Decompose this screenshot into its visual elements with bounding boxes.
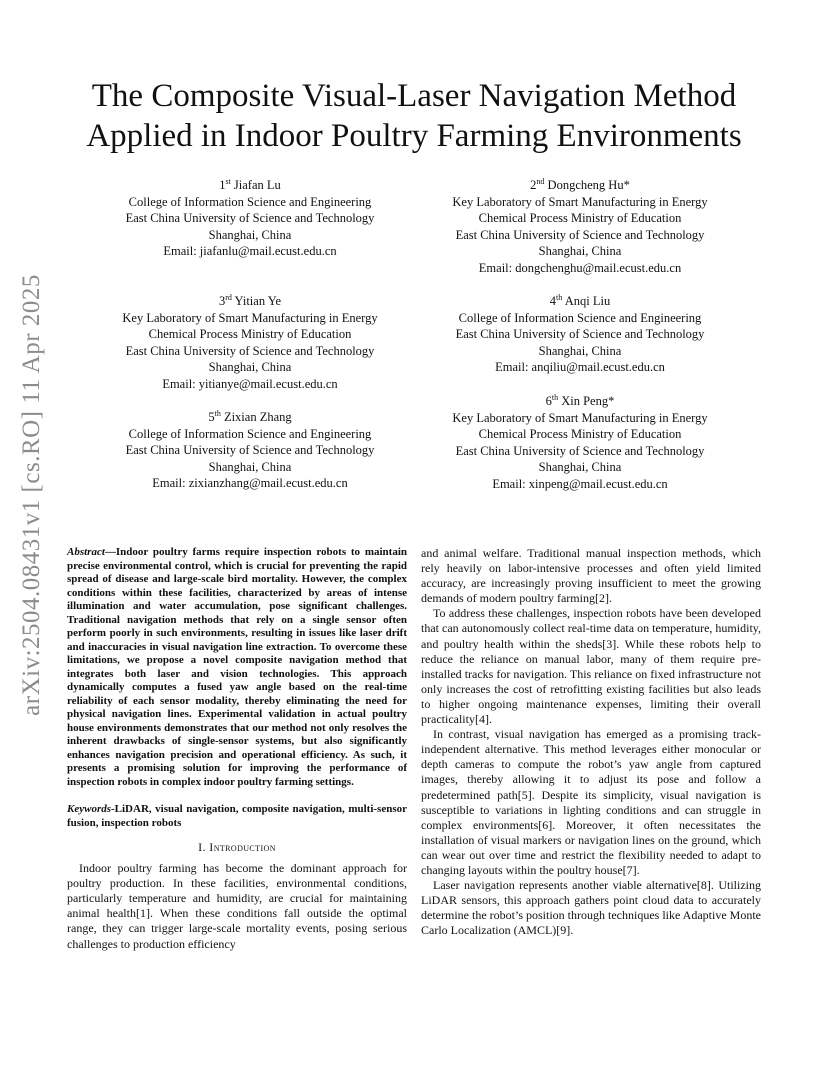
abstract-text: —Indoor poultry farms require inspection robots to maintain precise environmental control, which is crucial for preventing the rapid spread of disease and large-scale bird mortality. However, the complex conditions within these facilities, characterized by areas of intense illumination and water accumulation, pose significant challenges. Traditional navigation methods that rely on a single sensor often perform poorly in such environments, resulting in issues like laser drift and inaccuracies in visual navigation line extraction. To overcome these limitations, we propose a novel composite navigation method that integrates both laser and vision technologies. This approach dynamically computes a fused yaw angle based on the real-time reliability of each sensor modality, thereby eliminating the need for physical navigation lines. Experimental validation in actual poultry house environments demonstrates that our method not only resolves the inherent drawbacks of single-sensor systems, but also significantly enhances navigation precision and operational efficiency. As such, it presents a promising solution for improving the performance of inspection robots in complex indoor poultry farming settings. <box>67 546 407 788</box>
author-location: Shanghai, China <box>208 227 292 242</box>
author-name: 1st Jiafan Lu <box>219 177 281 193</box>
author-block-1 <box>90 174 410 260</box>
author-location: Shanghai, China <box>208 459 292 474</box>
keywords-label: Keywords <box>67 803 111 815</box>
author-affiliation: Key Laboratory of Smart Manufacturing in Energy <box>452 410 708 425</box>
section-heading-introduction: I. Introduction <box>198 840 276 854</box>
author-block-4 <box>420 290 740 376</box>
abstract <box>67 546 407 789</box>
author-name: 2nd Dongcheng Hu* <box>530 177 630 193</box>
author-name: 3rd Yitian Ye <box>218 293 282 309</box>
author-location: Shanghai, China <box>208 360 292 375</box>
author-email[interactable]: Email: xinpeng@mail.ecust.edu.cn <box>492 476 668 491</box>
author-affiliation: Key Laboratory of Smart Manufacturing in Energy <box>452 194 708 209</box>
body-paragraph: In contrast, visual navigation has emerged as a promising track-independent alternative. This method leverages either monocular or depth cameras to compute the robot’s yaw angle from captured images, thereby allowing it to adjust its pose and follow a predetermined path[5]. Despite its simplicity, visual navigation is susceptible to variations in lighting conditions and can struggle in complex environments[6]. Moreover, it often necessitates the installation of visual markers or navigation lines on the ground, which can wear out over time and restrict the flexibility needed to adapt to changing layouts within the poultry house[7]. <box>421 727 761 877</box>
paper-title <box>60 76 768 156</box>
author-affiliation: Chemical Process Ministry of Education <box>478 427 682 442</box>
author-affiliation: East China University of Science and Technology <box>125 343 375 358</box>
author-email[interactable]: Email: zixianzhang@mail.ecust.edu.cn <box>152 476 348 491</box>
author-email[interactable]: Email: anqiliu@mail.ecust.edu.cn <box>495 360 665 375</box>
intro-paragraph-1: Indoor poultry farming has become the dominant approach for poultry production. In these facilities, environmental conditions, particularly temperature and humidity, are crucial for maintaining animal health[1]. When these conditions fall outside the optimal range, they can trigger large-scale mortality events, posing serious challenges to production efficiency <box>67 861 407 951</box>
keywords <box>67 803 407 830</box>
author-affiliation: Chemical Process Ministry of Education <box>148 327 352 342</box>
body-paragraph: and animal welfare. Traditional manual inspection methods, which rely heavily on labor-intensive processes and often yield limited accuracy, are increasingly proving insufficient to meet the growing demands of modern poultry farming[2]. <box>421 546 761 606</box>
author-affiliation: East China University of Science and Technology <box>455 327 705 342</box>
left-column <box>67 546 407 952</box>
title-line-2: Applied in Indoor Poultry Farming Environments <box>86 118 742 154</box>
author-block-5 <box>90 406 410 492</box>
author-name: 5th Zixian Zhang <box>208 409 292 425</box>
author-affiliation: East China University of Science and Technology <box>455 443 705 458</box>
right-column <box>421 546 761 938</box>
author-block-3 <box>90 290 410 392</box>
abstract-label: Abstract <box>67 546 105 558</box>
keywords-text: -LiDAR, visual navigation, composite navigation, multi-sensor fusion, inspection robots <box>67 803 407 829</box>
author-affiliation: East China University of Science and Technology <box>125 443 375 458</box>
author-email[interactable]: Email: yitianye@mail.ecust.edu.cn <box>162 376 338 391</box>
author-name: 4th Anqi Liu <box>549 293 611 309</box>
arxiv-identifier-text: arXiv:2504.08431v1 [cs.RO] 11 Apr 2025 <box>18 274 45 716</box>
author-affiliation: East China University of Science and Technology <box>455 227 705 242</box>
title-line-1: The Composite Visual-Laser Navigation Method <box>91 78 737 114</box>
author-affiliation: East China University of Science and Technology <box>125 211 375 226</box>
author-email[interactable]: Email: dongchenghu@mail.ecust.edu.cn <box>478 260 682 275</box>
author-affiliation: Chemical Process Ministry of Education <box>478 211 682 226</box>
arxiv-identifier-stamp[interactable] <box>10 274 54 716</box>
author-block-2 <box>420 174 740 276</box>
author-affiliation: College of Information Science and Engineering <box>458 310 702 325</box>
author-location: Shanghai, China <box>538 460 622 475</box>
author-affiliation: College of Information Science and Engineering <box>128 194 372 209</box>
author-name: 6th Xin Peng* <box>545 393 615 409</box>
author-location: Shanghai, China <box>538 343 622 358</box>
body-paragraph: Laser navigation represents another viable alternative[8]. Utilizing LiDAR sensors, this approach gathers point cloud data to accurately determine the robot’s position through techniques like Adaptive Monte Carlo Localization (AMCL)[9]. <box>421 878 761 938</box>
author-location: Shanghai, China <box>538 244 622 259</box>
author-affiliation: College of Information Science and Engineering <box>128 426 372 441</box>
author-affiliation: Key Laboratory of Smart Manufacturing in Energy <box>122 310 378 325</box>
author-block-6 <box>420 390 740 492</box>
body-paragraph: To address these challenges, inspection robots have been developed that can autonomously collect real-time data on temperature, humidity, and poultry health within the sheds[3]. While these robots help to reduce the reliance on manual labor, many of them require pre-installed tracks for navigation. This reliance on fixed infrastructure not only increases the cost of retrofitting existing facilities but also leads to higher ongoing maintenance expenses, limiting their overall practicality[4]. <box>421 606 761 727</box>
author-email[interactable]: Email: jiafanlu@mail.ecust.edu.cn <box>163 244 337 259</box>
